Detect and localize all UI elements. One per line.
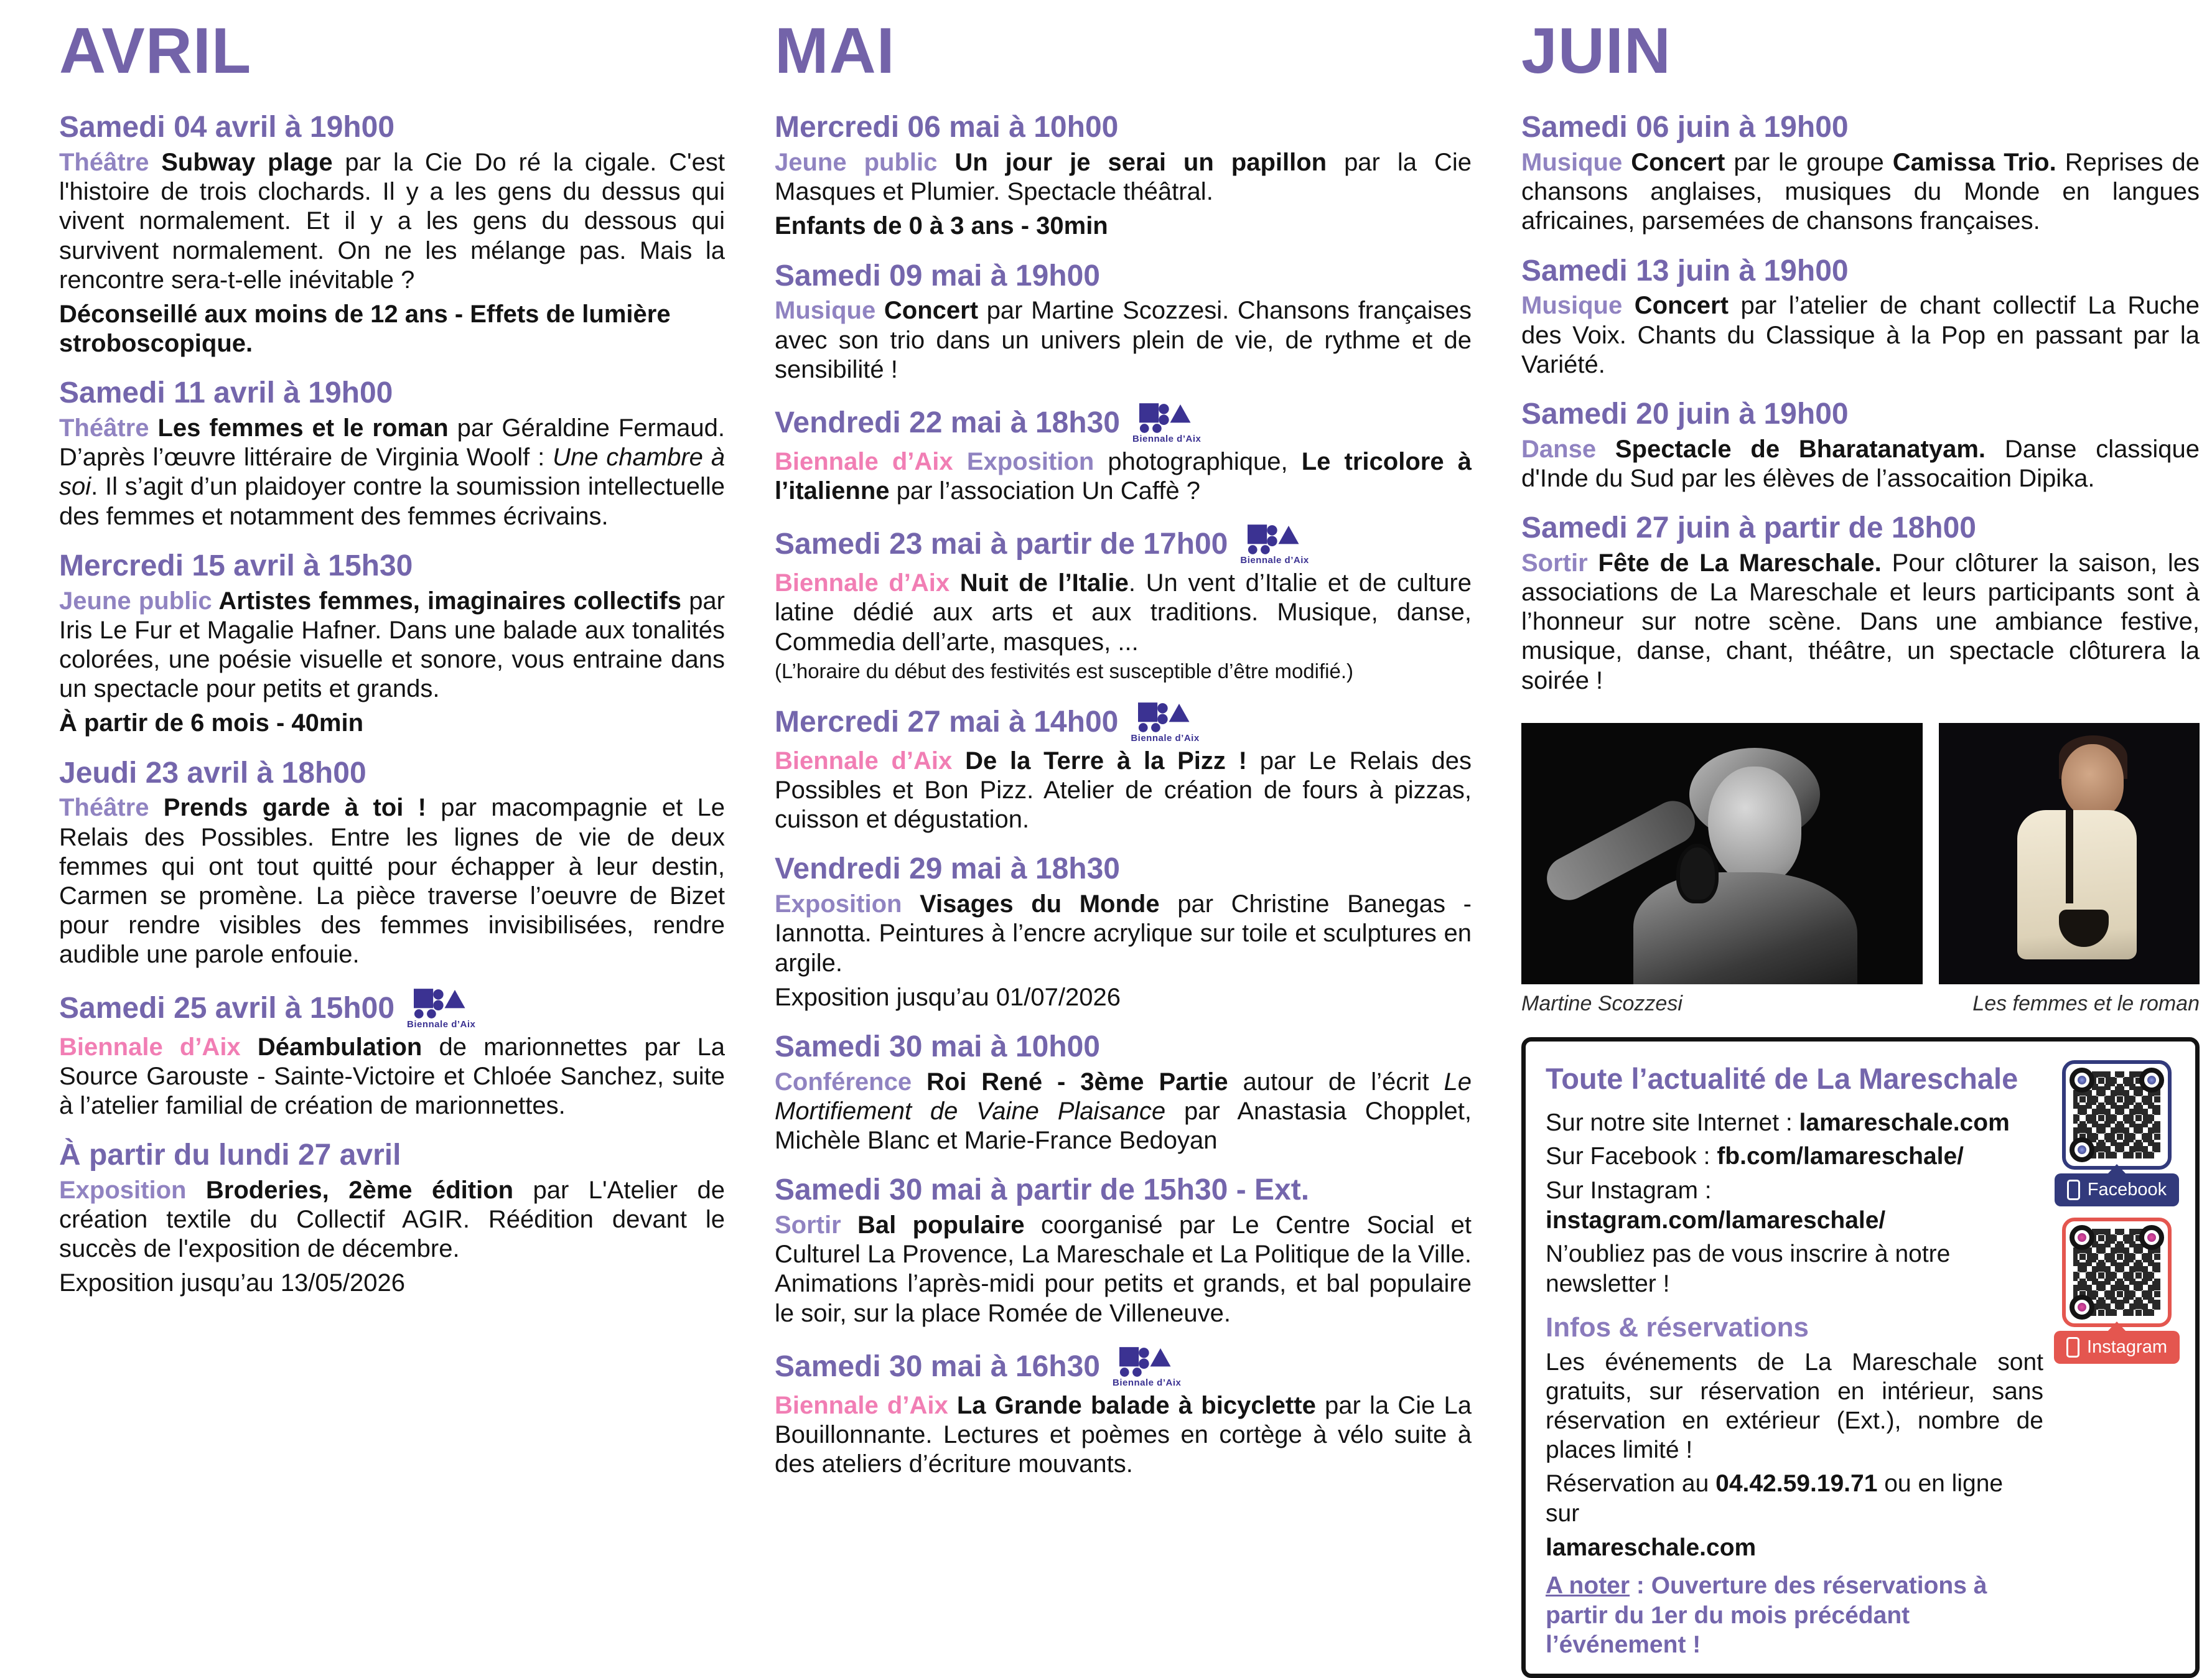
event-description [775,1211,1472,1328]
event-note: Exposition jusqu’au 13/05/2026 [59,1269,405,1297]
website-url: lamareschale.com [1799,1109,2010,1136]
info-line-website2 [1546,1533,2043,1563]
event-date-text: À partir du lundi 27 avril [59,1139,401,1172]
text-segment: par l’association Un Caffè ? [896,477,1201,505]
text-segment: Jeune public [775,148,955,176]
event-date-text: Samedi 23 mai à partir de 17h00 [775,528,1228,561]
event-date-text: Samedi 09 mai à 19h00 [775,259,1100,292]
text-segment: Théâtre [59,414,158,442]
website-url: lamareschale.com [1546,1534,1757,1561]
photo-les-femmes-et-le-roman [1939,723,2200,984]
text-segment: Pour clôturer la saison, les associations de La Mareschale et leurs participants sont à l’honneur sur notre scène. Dans une ambiance festive, musique, danse, chant, théâtre, un spectacle clôturera la soirée ! [1521,549,2200,694]
event-description [59,793,725,969]
info-label: ou en ligne sur [1546,1470,2004,1527]
text-segment: par Anastasia Chopplet, Michèle Blanc et Marie-France Bedoyan [775,1097,1472,1155]
text-segment: Biennale d’Aix [59,1033,258,1061]
phone-number: 04.42.59.19.71 [1715,1470,1878,1498]
event-date-heading [775,403,1472,444]
text-segment: par Christine Banegas - Iannotta. Peintures à l’encre acrylique sur toile et sculptures en argile. [775,890,1472,977]
text-segment: Déambulation [257,1033,439,1061]
event-date-heading [775,1031,1472,1064]
text-segment: par la Cie Masques et Plumier. Spectacle théâtral. [775,148,1472,206]
photo-captions [1521,992,2200,1016]
event-date-heading [775,524,1472,565]
event-description [775,148,1472,207]
qr-finder-dot [2070,1295,2094,1320]
event-date-heading [1521,255,2200,288]
event [775,524,1472,684]
text-segment: par l’atelier de chant collectif La Ruche des Voix. Chants du Classique à la Pop en passant par la Variété. [1521,292,2200,378]
text-segment: Biennale d’Aix [775,1391,957,1419]
text-segment: par le groupe [1734,148,1893,176]
event-date-text: Vendredi 29 mai à 18h30 [775,852,1120,886]
qr-finder-dot [2070,1137,2094,1162]
biennale-aix-logo-caption: Biennale d’Aix [407,1018,476,1030]
event-date-heading [775,111,1472,144]
biennale-aix-logo [1113,1347,1181,1387]
text-segment: Exposition [775,890,920,918]
text-segment: Concert [1634,292,1741,320]
text-segment: de marionnettes par La Source Garouste - Sainte-Victoire et Chloée Sanchez, suite à l’atelier familial de création de marionnettes. [59,1033,725,1119]
text-segment: Biennale d’Aix [775,747,966,775]
event [775,702,1472,835]
event [775,853,1472,1012]
photos-row [1521,723,2200,984]
event-date-heading [59,989,725,1029]
month-title-juin: JUIN [1521,15,1671,87]
event-description [775,890,1472,978]
biennale-aix-logo [407,989,475,1029]
text-segment: par L'Atelier de création textile du Collectif AGIR. Réédition devant le succès de l'exposition de décembre. [59,1176,725,1263]
column-mai [775,17,1472,1678]
instagram-badge [2054,1331,2180,1364]
event [775,1031,1472,1155]
text-segment: Les femmes et le roman [157,414,457,442]
text-segment: Subway plage [161,148,345,176]
event-date-heading [59,757,725,790]
text-segment: Exposition [966,447,1108,475]
text-segment: par Martine Scozzesi. Chansons françaises avec son trio dans un univers plein de vie, de rythme et de sensibilité ! [775,297,1472,383]
info-line-website [1546,1108,2043,1138]
text-segment: Camissa Trio. [1892,148,2065,176]
biennale-aix-logo [1132,403,1201,444]
smartphone-icon [2067,1180,2080,1200]
event-date-text: Samedi 06 juin à 19h00 [1521,111,1849,144]
event-date-text: Samedi 30 mai à 16h30 [775,1349,1100,1383]
event-date-heading [775,1347,1472,1387]
facebook-qr-code [2062,1060,2172,1170]
text-segment: Reprises de chansons anglaises, musiques du Monde en langues africaines, parsemées de chansons françaises. [1521,148,2200,235]
event-date-text: Samedi 27 juin à partir de 18h00 [1521,511,1976,545]
info-label: Sur notre site Internet : [1546,1109,1799,1136]
info-box [1521,1037,2200,1678]
facebook-badge-label: Facebook [2087,1179,2167,1200]
text-segment: Broderies, 2ème édition [205,1176,533,1204]
event-description [775,1391,1472,1480]
event [59,757,725,970]
info-note [1546,1571,2043,1660]
info-label: Sur Instagram : [1546,1177,1712,1204]
event-date-text: Samedi 25 avril à 15h00 [59,991,395,1025]
month-title-avril: AVRIL [59,15,252,87]
text-segment: Visages du Monde [920,890,1178,918]
event [1521,512,2200,696]
event-description [1521,148,2200,236]
event-date-text: Mercredi 27 mai à 14h00 [775,705,1119,739]
event [59,1139,725,1298]
event-date-text: Mercredi 15 avril à 15h30 [59,549,413,582]
text-segment: photographique, [1108,447,1302,475]
info-content [1546,1056,2043,1660]
microphone-shape [1680,847,1715,900]
photo-martine-scozzesi [1521,723,1923,984]
instagram-qr-code [2062,1218,2172,1327]
text-segment: Une chambre à soi [59,444,725,501]
event-date-text: Samedi 30 mai à 10h00 [775,1030,1100,1063]
text-segment: Le tricolore à l’italienne [775,447,1472,505]
text-segment: De la Terre à la Pizz ! [965,747,1260,775]
biennale-aix-logo-caption: Biennale d’Aix [1112,1377,1182,1388]
text-segment: Sortir [1521,549,1598,577]
event [775,1347,1472,1480]
event-note: Enfants de 0 à 3 ans - 30min [775,212,1108,240]
event [1521,255,2200,380]
event [59,377,725,531]
text-segment: par la Cie La Bouillonnante. Lectures et poèmes en cortège à vélo suite à des ateliers d’écriture mouvants. [775,1391,1472,1478]
info-line-newsletter: N’oubliez pas de vous inscrire à notre newsletter ! [1546,1241,1951,1297]
event [59,989,725,1121]
column-avril [59,17,725,1678]
text-segment: Concert [1631,148,1734,176]
facebook-url: fb.com/lamareschale/ [1717,1143,1964,1170]
event-date-heading [1521,111,2200,144]
note-text: : Ouverture des réservations à partir du 1er du mois précédant l’événement ! [1546,1572,1987,1659]
event-list-avril [59,111,725,1298]
event-description [59,148,725,295]
event-date-heading [775,1174,1472,1207]
photo-caption-right: Les femmes et le roman [1972,991,2200,1015]
smartphone-icon [2066,1337,2079,1358]
month-title-mai: MAI [775,15,895,87]
photo-detail [2066,810,2073,903]
text-segment: Spectacle de Bharatanatyam. [1615,435,2005,463]
text-segment: par Géraldine Fermaud. D’après l’œuvre littéraire de Virginia Woolf : [59,414,725,472]
event-description [59,414,725,531]
text-segment: Artistes femmes, imaginaires collectifs [218,587,689,615]
facebook-badge [2055,1173,2179,1206]
event-note: À partir de 6 mois - 40min [59,709,364,737]
event-note: Déconseillé aux moins de 12 ans - Effets de lumière stroboscopique. [59,300,671,358]
biennale-aix-logo [1131,702,1199,743]
qr-finder-dot [2139,1068,2164,1093]
text-segment: Jeune public [59,587,219,615]
event-description [775,1068,1472,1156]
text-segment: . Il s’agit d’un plaidoyer contre la soumission intellectuelle des femmes et notamment des femmes écrivains. [59,473,725,530]
text-segment: Bal populaire [857,1211,1041,1239]
text-segment: Danse classique d'Inde du Sud par les élèves de l’assocaition Dipika. [1521,435,2200,492]
event-date-heading [775,853,1472,886]
note-label: A noter [1546,1572,1630,1600]
event-description [59,587,725,704]
photo-caption-left: Martine Scozzesi [1521,991,1682,1015]
info-label: Sur Facebook : [1546,1143,1717,1170]
event-date-text: Samedi 13 juin à 19h00 [1521,254,1849,287]
qr-finder-dot [2139,1225,2164,1250]
text-segment: . Un vent d’Italie et de culture latine dédié aux arts et aux traditions. Musique, danse, Commedia dell’arte, masques, ... [775,569,1472,656]
event [59,111,725,358]
event [59,550,725,739]
info-line-reservation [1546,1469,2043,1528]
event-date-heading [1521,398,2200,431]
text-segment: coorganisé par Le Centre Social et Culturel La Provence, La Mareschale et La Politique de la Ville. Animations l’après-midi pour petits et grands, et bal populaire le soir, sur la place Romée de Villeneuve. [775,1211,1472,1327]
photo-detail [1633,872,1857,984]
info-title: Toute l’actualité de La Mareschale [1546,1061,2018,1095]
info-label: Réservation au [1546,1470,1716,1498]
text-segment: par macompagnie et Le Relais des Possibles. Entre les lignes de vie de deux femmes qui ont tout quitté pour échapper à leur destin, Carmen se promène. La pièce traverse l’oeuvre de Bizet pour rendre visibles des femmes invisibilisées, rendre audible une parole enfouie. [59,794,726,969]
event-date-text: Samedi 30 mai à partir de 15h30 - Ext. [775,1173,1310,1207]
biennale-aix-logo [1240,524,1309,565]
event-description [59,1033,725,1121]
text-segment: Un jour je serai un papillon [954,148,1345,176]
instagram-url: instagram.com/lamareschale/ [1546,1206,1886,1234]
instagram-badge-label: Instagram [2087,1336,2167,1357]
event-description [1521,435,2200,493]
text-segment: La Grande balade à bicyclette [956,1391,1325,1419]
text-segment: par la Cie Do ré la cigale. C'est l'histoire de trois clochards. Il y a les gens du dessus qui vivent normalement. Et il y a les gens du dessous qui survivent normalement. On ne les mélange pas. Mais la rencontre sera-t-elle inévitable ? [59,148,725,294]
text-segment: Biennale d’Aix [775,447,967,475]
event-description [775,447,1472,506]
text-segment: Musique [775,297,884,325]
text-segment: Nuit de l’Italie [959,569,1129,597]
text-segment: Prends garde à toi ! [163,794,441,822]
info-body-text: Les événements de La Mareschale sont gratuits, sur réservation en intérieur, sans réservation en extérieur (Ext.), nombre de places limité ! [1546,1349,2043,1463]
text-segment: Sortir [775,1211,858,1239]
text-segment: Conférence [775,1068,926,1096]
photo-detail [2061,744,2124,819]
text-segment: Théâtre [59,794,164,822]
event-date-text: Jeudi 23 avril à 18h00 [59,756,366,790]
event [775,111,1472,241]
info-subtitle: Infos & réservations [1546,1312,1809,1343]
event-date-heading [59,377,725,410]
text-segment: Exposition [59,1176,206,1204]
qr-finder-dot [2070,1225,2094,1250]
event-date-text: Samedi 11 avril à 19h00 [59,376,393,410]
event-list-juin [1521,111,2200,696]
event-description [775,296,1472,385]
text-segment: Théâtre [59,148,162,176]
event-date-heading [1521,512,2200,545]
text-segment: par Le Relais des Possibles et Bon Pizz. Atelier de création de fours à pizzas, cuisson et dégustation. [775,747,1472,834]
event-date-heading [59,1139,725,1172]
event-description [775,747,1472,835]
event-date-heading [775,260,1472,293]
event-note: (L’horaire du début des festivités est susceptible d’être modifié.) [775,659,1353,683]
photo-detail [1708,767,1801,885]
qr-column [2055,1056,2179,1660]
event-date-text: Mercredi 06 mai à 10h00 [775,111,1119,144]
column-juin [1521,17,2200,1678]
text-segment: Musique [1521,148,1631,176]
info-line-facebook [1546,1142,2043,1172]
text-segment: Concert [884,297,987,325]
text-segment: Le Mortifiement de Vaine Plaisance [775,1068,1472,1125]
qr-finder-dot [2070,1068,2094,1093]
biennale-aix-logo-caption: Biennale d’Aix [1132,433,1202,444]
event-date-text: Samedi 04 avril à 19h00 [59,111,395,144]
event [1521,398,2200,493]
event-list-mai [775,111,1472,1479]
event [775,403,1472,506]
biennale-aix-logo-caption: Biennale d’Aix [1240,555,1309,566]
biennale-aix-logo-caption: Biennale d’Aix [1131,732,1200,743]
text-segment: par Iris Le Fur et Magalie Hafner. Dans une balade aux tonalités colorées, une poésie visuelle et sonore, vous entraine dans un spectacle pour petits et grands. [59,587,725,703]
event-date-heading [59,550,725,583]
event [775,1174,1472,1328]
event-description [1521,549,2200,696]
event [1521,111,2200,236]
event-date-heading [59,111,725,144]
event-date-text: Samedi 20 juin à 19h00 [1521,397,1849,431]
text-segment: Fête de La Mareschale. [1598,549,1892,577]
event-date-text: Vendredi 22 mai à 18h30 [775,406,1120,439]
text-segment: Biennale d’Aix [775,569,960,597]
text-segment: Roi René - 3ème Partie [926,1068,1243,1096]
event [775,260,1472,385]
text-segment: Musique [1521,292,1635,320]
event-date-heading [775,702,1472,743]
info-line-instagram [1546,1176,2043,1235]
text-segment: Danse [1521,435,1615,463]
event-description [1521,291,2200,380]
event-description [775,569,1472,657]
event-description [59,1176,725,1264]
event-note: Exposition jusqu’au 01/07/2026 [775,983,1121,1011]
text-segment: autour de l’écrit [1243,1068,1444,1096]
